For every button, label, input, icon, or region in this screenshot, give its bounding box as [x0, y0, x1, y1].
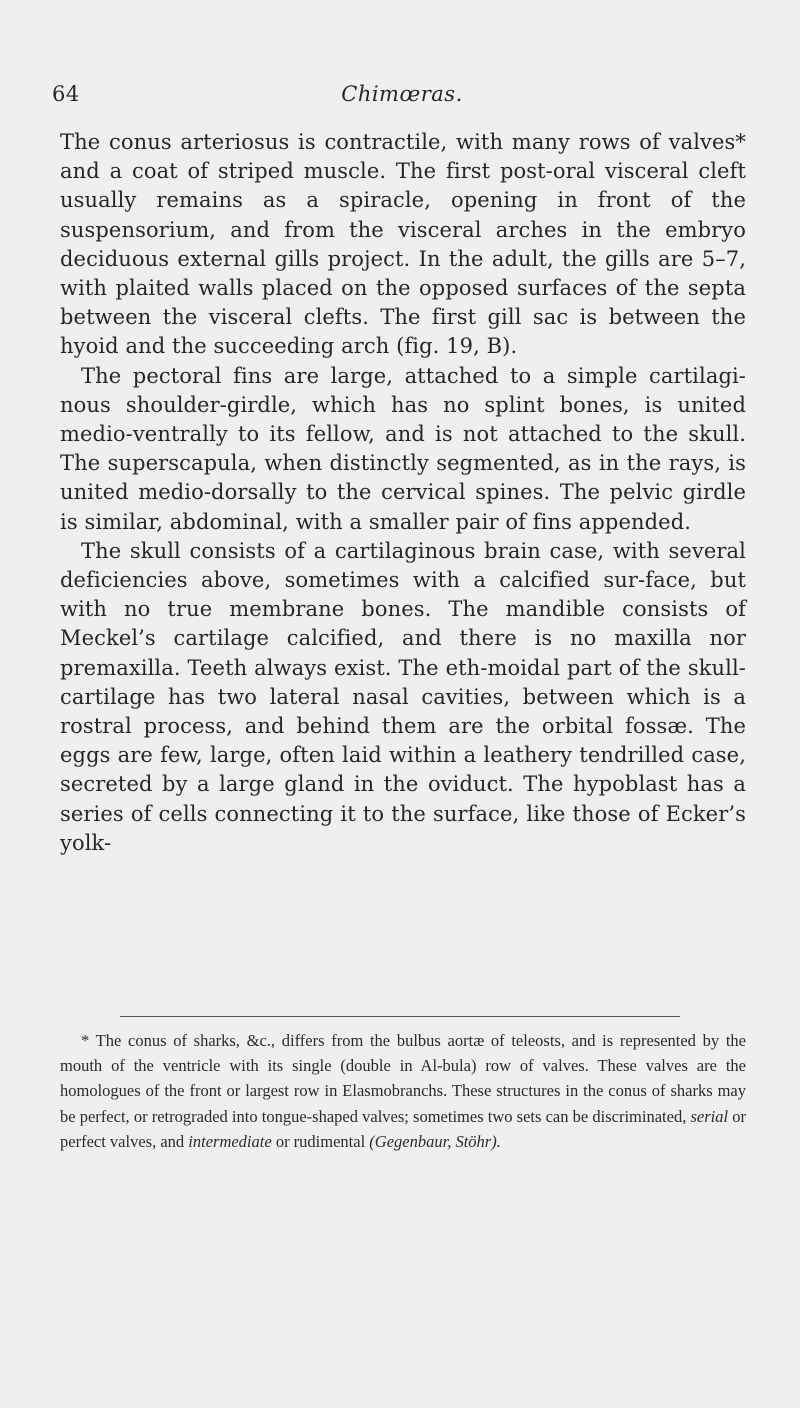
page-number: 64	[52, 82, 80, 106]
footnote-word-serial: serial	[690, 1106, 729, 1126]
body-text	[60, 128, 746, 858]
paragraph-pectoral-fins: The pectoral fins are large, attached to a simple cartilagi-nous shoulder-girdle, which has no splint bones, is united medio-ventrally to its fellow, and is not attached to the skull. The superscapula, when distinctly segmented, as in the rays, is united medio-dorsally to the cervical spines. The pelvic girdle is similar, abdominal, with a smaller pair of fins appended.	[60, 363, 746, 534]
running-title: Chimœras.	[341, 82, 463, 106]
footnote-text-end: or rudimental	[275, 1131, 366, 1151]
footnote-text-mid: or perfect valves, and	[60, 1106, 747, 1151]
page-header	[52, 82, 752, 112]
footnote-text-main: * The conus of sharks, &c., differs from the bulbus aortæ of teleosts, and is represented by the mouth of the ventricle with its single (double in Al-bula) row of valves. These valves are the homologues of the front or largest row in Elasmobranchs. These structures in the conus of sharks may be perfect, or retrograded into tongue-shaped valves; sometimes two sets can be discriminated,	[60, 1031, 746, 1126]
paragraph-conus-arteriosus: The conus arteriosus is contractile, with many rows of valves* and a coat of striped muscle. The first post-oral visceral cleft usually remains as a spiracle, opening in front of the suspensorium, and from the visceral arches in the embryo deciduous external gills project. In the adult, the gills are 5–7, with plaited walls placed on the opposed surfaces of the septa between the visceral clefts. The first gill sac is between the hyoid and the succeeding arch (fig. 19, B).	[60, 130, 746, 359]
paragraph-skull: The skull consists of a cartilaginous brain case, with several deficiencies above, sometimes with a calcified sur-face, but with no true membrane bones. The mandible consists of Meckel’s cartilage calcified, and there is no maxilla nor premaxilla. Teeth always exist. The eth-moidal part of the skull-cartilage has two lateral nasal cavities, between which is a rostral process, and behind them are the orbital fossæ. The eggs are few, large, often laid within a leathery tendrilled case, secreted by a large gland in the oviduct. The hypoblast has a series of cells connecting it to the surface, like those of Ecker’s yolk-	[60, 538, 746, 855]
footnote-word-intermediate: intermediate	[188, 1131, 272, 1151]
footnote-citation: (Gegenbaur, Stöhr).	[369, 1131, 501, 1151]
footnote-divider	[120, 1016, 680, 1017]
footnote	[60, 1028, 746, 1154]
